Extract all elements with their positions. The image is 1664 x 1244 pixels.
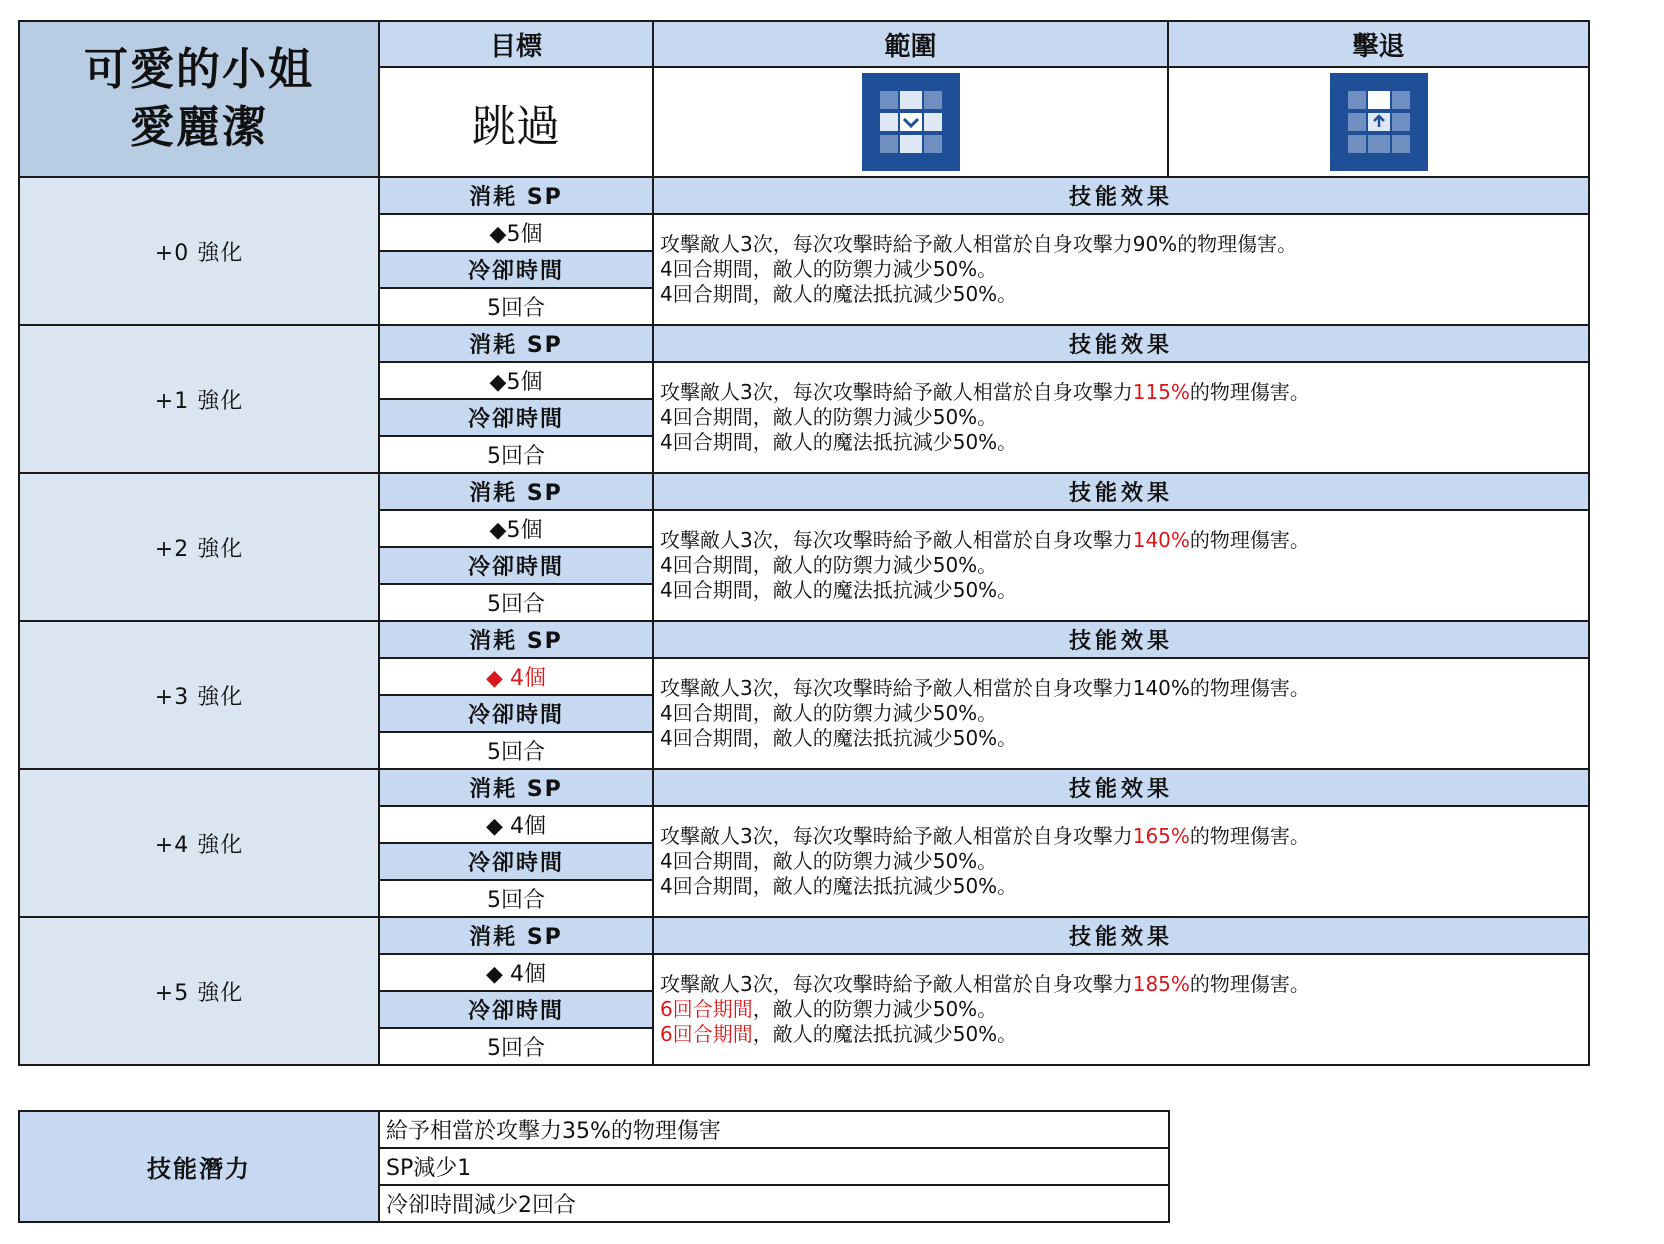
effect-line-1	[660, 380, 1582, 405]
defense-text: ，敵人的防禦力減少50%。	[752, 257, 998, 281]
level-row	[19, 325, 1589, 362]
knockback-cell	[1168, 67, 1589, 177]
level-label: +5 強化	[19, 917, 379, 1065]
sp-cost-value: ◆5個	[379, 510, 653, 547]
target-value: 跳過	[379, 67, 653, 177]
resist-text: ，敵人的魔法抵抗減少50%。	[752, 874, 1018, 898]
defense-text: ，敵人的防禦力減少50%。	[752, 553, 998, 577]
effect-line-1-pre: 攻擊敵人3次，每次攻擊時給予敵人相當於自身攻擊力	[660, 380, 1133, 404]
knockback-grid-svg	[1330, 73, 1428, 171]
target-header: 目標	[379, 21, 653, 67]
defense-duration: 4回合期間	[660, 701, 753, 725]
effect-line-1	[660, 676, 1582, 701]
effect-line-1-post: 的物理傷害。	[1189, 972, 1310, 996]
defense-duration: 4回合期間	[660, 553, 753, 577]
defense-text: ，敵人的防禦力減少50%。	[752, 849, 998, 873]
defense-text: ，敵人的防禦力減少50%。	[752, 701, 998, 725]
effect-line-2	[660, 701, 1582, 726]
effect-line-1	[660, 232, 1582, 257]
cooldown-header: 冷卻時間	[379, 399, 653, 436]
effect-line-2	[660, 405, 1582, 430]
effect-line-2	[660, 849, 1582, 874]
effect-text	[653, 658, 1589, 769]
sp-cost-header: 消耗 SP	[379, 177, 653, 214]
cooldown-header: 冷卻時間	[379, 547, 653, 584]
defense-duration: 4回合期間	[660, 257, 753, 281]
level-label: +1 強化	[19, 325, 379, 473]
resist-text: ，敵人的魔法抵抗減少50%。	[752, 430, 1018, 454]
range-grid-svg	[862, 73, 960, 171]
cooldown-value: 5回合	[379, 436, 653, 473]
level-row	[19, 917, 1589, 954]
sp-cost-header: 消耗 SP	[379, 917, 653, 954]
damage-percent: 185%	[1132, 972, 1190, 996]
damage-percent: 140%	[1132, 528, 1190, 552]
skill-table-body	[19, 21, 1589, 1065]
header-row	[19, 21, 1589, 67]
sp-cost-value: ◆ 4個	[379, 954, 653, 991]
level-row	[19, 621, 1589, 658]
effect-line-1	[660, 824, 1582, 849]
sp-cost-header: 消耗 SP	[379, 473, 653, 510]
effect-header: 技能效果	[653, 325, 1589, 362]
damage-percent: 165%	[1132, 824, 1190, 848]
resist-duration: 6回合期間	[660, 1022, 753, 1046]
level-label: +3 強化	[19, 621, 379, 769]
cooldown-value: 5回合	[379, 880, 653, 917]
potential-item: SP減少1	[379, 1148, 1169, 1185]
cooldown-header: 冷卻時間	[379, 251, 653, 288]
effect-line-3	[660, 578, 1582, 603]
defense-duration: 4回合期間	[660, 849, 753, 873]
effect-header: 技能效果	[653, 769, 1589, 806]
knockback-header: 擊退	[1168, 21, 1589, 67]
damage-percent: 140%	[1132, 676, 1190, 700]
effect-line-1-post: 的物理傷害。	[1189, 824, 1310, 848]
effect-text	[653, 362, 1589, 473]
resist-duration: 4回合期間	[660, 430, 753, 454]
sp-cost-value: ◆ 4個	[379, 658, 653, 695]
cooldown-value: 5回合	[379, 732, 653, 769]
potential-table	[18, 1110, 1170, 1223]
potential-item: 冷卻時間減少2回合	[379, 1185, 1169, 1222]
skill-name-line2: 愛麗潔	[130, 102, 268, 153]
effect-header: 技能效果	[653, 621, 1589, 658]
range-cell	[653, 67, 1168, 177]
knockback-grid-icon	[1330, 73, 1428, 171]
defense-text: ，敵人的防禦力減少50%。	[752, 405, 998, 429]
potential-item: 給予相當於攻擊力35%的物理傷害	[379, 1111, 1169, 1148]
level-label: +0 強化	[19, 177, 379, 325]
potential-row-1	[19, 1111, 1169, 1148]
effect-line-2	[660, 997, 1582, 1022]
defense-text: ，敵人的防禦力減少50%。	[752, 997, 998, 1021]
skill-table	[18, 20, 1590, 1066]
skill-name-line1: 可愛的小姐	[84, 44, 314, 95]
effect-line-1-post: 的物理傷害。	[1189, 380, 1310, 404]
resist-text: ，敵人的魔法抵抗減少50%。	[752, 282, 1018, 306]
sp-cost-value: ◆ 4個	[379, 806, 653, 843]
effect-text	[653, 214, 1589, 325]
potential-label: 技能潛力	[19, 1111, 379, 1222]
resist-duration: 4回合期間	[660, 874, 753, 898]
resist-duration: 4回合期間	[660, 578, 753, 602]
effect-line-3	[660, 1022, 1582, 1047]
sp-cost-header: 消耗 SP	[379, 325, 653, 362]
effect-line-3	[660, 874, 1582, 899]
effect-header: 技能效果	[653, 473, 1589, 510]
level-row	[19, 769, 1589, 806]
effect-header: 技能效果	[653, 917, 1589, 954]
defense-duration: 6回合期間	[660, 997, 753, 1021]
effect-line-1-pre: 攻擊敵人3次，每次攻擊時給予敵人相當於自身攻擊力	[660, 232, 1133, 256]
level-label: +2 強化	[19, 473, 379, 621]
sp-cost-value: ◆5個	[379, 362, 653, 399]
sp-cost-header: 消耗 SP	[379, 621, 653, 658]
effect-line-1	[660, 972, 1582, 997]
level-row	[19, 473, 1589, 510]
resist-text: ，敵人的魔法抵抗減少50%。	[752, 578, 1018, 602]
effect-line-3	[660, 726, 1582, 751]
cooldown-header: 冷卻時間	[379, 991, 653, 1028]
effect-text	[653, 510, 1589, 621]
cooldown-header: 冷卻時間	[379, 843, 653, 880]
level-row	[19, 177, 1589, 214]
effect-line-1-pre: 攻擊敵人3次，每次攻擊時給予敵人相當於自身攻擊力	[660, 528, 1133, 552]
effect-line-3	[660, 282, 1582, 307]
effect-text	[653, 806, 1589, 917]
effect-line-1-pre: 攻擊敵人3次，每次攻擊時給予敵人相當於自身攻擊力	[660, 972, 1133, 996]
sp-cost-header: 消耗 SP	[379, 769, 653, 806]
effect-header: 技能效果	[653, 177, 1589, 214]
effect-line-2	[660, 553, 1582, 578]
resist-text: ，敵人的魔法抵抗減少50%。	[752, 1022, 1018, 1046]
effect-line-1-post: 的物理傷害。	[1189, 676, 1310, 700]
level-label: +4 強化	[19, 769, 379, 917]
range-grid-icon	[862, 73, 960, 171]
defense-duration: 4回合期間	[660, 405, 753, 429]
effect-line-1-post: 的物理傷害。	[1177, 232, 1298, 256]
resist-duration: 4回合期間	[660, 726, 753, 750]
effect-line-1	[660, 528, 1582, 553]
damage-percent: 90%	[1132, 232, 1178, 256]
effect-line-1-post: 的物理傷害。	[1189, 528, 1310, 552]
damage-percent: 115%	[1132, 380, 1190, 404]
effect-line-1-pre: 攻擊敵人3次，每次攻擊時給予敵人相當於自身攻擊力	[660, 824, 1133, 848]
effect-line-2	[660, 257, 1582, 282]
sp-cost-value: ◆5個	[379, 214, 653, 251]
cooldown-value: 5回合	[379, 1028, 653, 1065]
cooldown-value: 5回合	[379, 288, 653, 325]
cooldown-value: 5回合	[379, 584, 653, 621]
effect-line-1-pre: 攻擊敵人3次，每次攻擊時給予敵人相當於自身攻擊力	[660, 676, 1133, 700]
effect-text	[653, 954, 1589, 1065]
resist-text: ，敵人的魔法抵抗減少50%。	[752, 726, 1018, 750]
cooldown-header: 冷卻時間	[379, 695, 653, 732]
resist-duration: 4回合期間	[660, 282, 753, 306]
effect-line-3	[660, 430, 1582, 455]
range-header: 範圍	[653, 21, 1168, 67]
skill-name-cell	[19, 21, 379, 177]
